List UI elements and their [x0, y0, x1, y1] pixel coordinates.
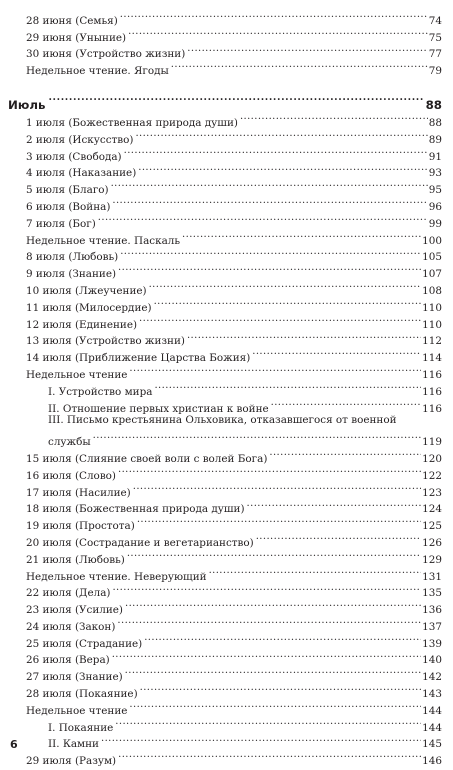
toc-entry-page: 144: [422, 721, 442, 734]
toc-group-july-a: [8, 109, 442, 381]
dot-leader: [93, 428, 422, 445]
toc-entry-page: 95: [428, 184, 442, 197]
dot-leader: [125, 596, 421, 613]
toc-entry-page: 74: [428, 14, 442, 27]
dot-leader: [112, 193, 427, 210]
toc-section-heading: [8, 86, 442, 113]
toc-entry-title-line1: III. Письмо крестьянина Ольховика, отказавшегося от военной: [48, 413, 397, 426]
toc-entry-page: 144: [422, 704, 442, 717]
toc-entry-page: 139: [422, 637, 442, 650]
toc-entry-page: 96: [428, 200, 442, 213]
toc-entry-title: 13 июля (Устройство жизни): [26, 335, 185, 348]
dot-leader: [247, 496, 422, 513]
toc-subgroup-a: [8, 378, 442, 415]
dot-leader: [112, 647, 421, 664]
toc-entry: [8, 7, 442, 27]
toc-entry-page: 79: [428, 65, 442, 78]
toc-entry-page: 145: [422, 738, 442, 751]
toc-entry-page: 123: [422, 486, 442, 499]
toc-entry-title: 22 июля (Дела): [26, 587, 111, 600]
toc-entry-title: 24 июля (Закон): [26, 620, 116, 633]
toc-entry-title: 28 июля (Покаяние): [26, 688, 138, 701]
dot-leader: [154, 294, 422, 311]
toc-entry-page: 110: [422, 318, 442, 331]
toc-entry-title: 7 июля (Бог): [26, 217, 96, 230]
toc-entry-title: 25 июля (Страдание): [26, 637, 143, 650]
toc-group-july-b: [8, 445, 442, 717]
toc-entry-page: 143: [422, 688, 442, 701]
dot-leader: [125, 663, 422, 680]
dot-leader: [118, 747, 421, 764]
dot-leader: [111, 176, 428, 193]
toc-entry-page: 112: [422, 335, 442, 348]
toc-entry-title: I. Устройство мира: [48, 385, 153, 398]
toc-entry-page: 110: [422, 301, 442, 314]
dot-leader: [139, 311, 421, 328]
toc-entry-page: 129: [422, 553, 442, 566]
toc-subentry-multiline: [8, 412, 442, 449]
toc-entry-page: 77: [428, 48, 442, 61]
dot-leader: [115, 714, 421, 731]
toc-entry-page: 88: [428, 116, 442, 129]
toc-entry-title: 20 июля (Сострадание и вегетарианство): [26, 536, 254, 549]
toc-entry-title: 15 июля (Слияние своей воли с волей Бога): [26, 452, 268, 465]
toc-entry-title: 28 июня (Семья): [26, 14, 118, 27]
toc-entry-page: 126: [422, 536, 442, 549]
dot-leader: [144, 630, 421, 647]
dot-leader: [133, 479, 421, 496]
toc-entry-page: 146: [422, 755, 442, 768]
toc-entry-page: 114: [422, 352, 442, 365]
toc-entry-page: 116: [422, 385, 442, 398]
toc-entry-title: Недельное чтение. Неверующий: [26, 570, 207, 583]
toc-entry-page: 131: [422, 570, 442, 583]
dot-leader: [252, 344, 421, 361]
dot-leader: [187, 41, 427, 58]
section-page: 88: [425, 98, 442, 113]
dot-leader: [271, 395, 422, 412]
dot-leader: [127, 546, 421, 563]
toc-entry-page: 100: [422, 234, 442, 247]
toc-entry-page: 125: [422, 520, 442, 533]
toc-entry-title: 16 июля (Слово): [26, 469, 116, 482]
dot-leader: [240, 109, 428, 126]
toc-entry-page: 124: [422, 503, 442, 516]
toc-entry-title: 17 июля (Насилие): [26, 486, 131, 499]
toc-entry-title: II. Камни: [48, 738, 99, 751]
toc-entry-title: 1 июля (Божественная природа души): [26, 116, 238, 129]
toc-subgroup-b: [8, 714, 442, 751]
toc-entry-page: 116: [422, 402, 442, 415]
toc-entry-title: 21 июля (Любовь): [26, 553, 125, 566]
toc-entry-title: 2 июля (Искусство): [26, 133, 134, 146]
toc-entry-page: 107: [422, 268, 442, 281]
toc-entry-title-line2: службы: [48, 436, 91, 449]
dot-leader: [187, 328, 421, 345]
toc-entry-title: 10 июля (Лжеучение): [26, 284, 147, 297]
toc-entry-title: 29 июля (Разум): [26, 755, 117, 768]
dot-leader: [182, 227, 421, 244]
dot-leader: [138, 160, 428, 177]
section-title: Июль: [8, 98, 46, 113]
toc-entry-page: 108: [422, 284, 442, 297]
dot-leader: [117, 613, 421, 630]
toc-entry-title: 30 июня (Устройство жизни): [26, 48, 186, 61]
dot-leader: [112, 580, 421, 597]
toc-entry-title: Недельное чтение: [26, 704, 128, 717]
toc-entry-page: 120: [422, 452, 442, 465]
toc-entry-title: 19 июля (Простота): [26, 520, 135, 533]
toc-entry-title: 23 июля (Усилие): [26, 604, 123, 617]
toc-entry-title: 27 июля (Знание): [26, 671, 123, 684]
toc-entry-page: 142: [422, 671, 442, 684]
dot-leader: [124, 143, 428, 160]
toc-entry-page: 122: [422, 469, 442, 482]
toc-entry-title: 8 июля (Любовь): [26, 251, 119, 264]
toc-entry-page: 116: [422, 368, 442, 381]
toc-entry-title: 6 июля (Война): [26, 200, 111, 213]
dot-leader: [135, 126, 427, 143]
toc-entry-title: 18 июля (Божественная природа души): [26, 503, 245, 516]
toc-entry-page: 137: [422, 620, 442, 633]
dot-leader: [171, 57, 428, 74]
toc-entry-page: 136: [422, 604, 442, 617]
toc-entry-page: 89: [428, 133, 442, 146]
dot-leader: [48, 86, 423, 109]
toc-entry-page: 105: [422, 251, 442, 264]
dot-leader: [118, 260, 421, 277]
page-number: 6: [10, 738, 18, 751]
dot-leader: [269, 445, 421, 462]
toc-entry-title: 14 июля (Приближение Царства Божия): [26, 352, 251, 365]
dot-leader: [120, 244, 421, 261]
toc-entry-title: Недельное чтение. Паскаль: [26, 234, 181, 247]
toc-entry-title: 9 июля (Знание): [26, 268, 117, 281]
dot-leader: [256, 529, 421, 546]
toc-entry-page: 99: [428, 217, 442, 230]
dot-leader: [128, 24, 428, 41]
table-of-contents: [8, 7, 442, 768]
toc-entry-page: 140: [422, 654, 442, 667]
dot-leader: [101, 731, 421, 748]
dot-leader: [209, 563, 422, 580]
dot-leader: [129, 361, 421, 378]
dot-leader: [98, 210, 428, 227]
toc-entry-title: I. Покаяние: [48, 721, 114, 734]
toc-entry-page: 93: [428, 167, 442, 180]
toc-entry-title: 3 июля (Свобода): [26, 150, 122, 163]
toc-entry-title: 4 июля (Наказание): [26, 167, 137, 180]
toc-entry-title: 11 июля (Милосердие): [26, 301, 152, 314]
dot-leader: [154, 378, 421, 395]
toc-group-june: [8, 7, 442, 78]
toc-entry-title: 26 июля (Вера): [26, 654, 110, 667]
toc-entry-title: 29 июня (Уныние): [26, 31, 127, 44]
dot-leader: [149, 277, 422, 294]
dot-leader: [140, 680, 422, 697]
toc-entry-title: II. Отношение первых христиан к войне: [48, 402, 269, 415]
dot-leader: [129, 697, 421, 714]
toc-entry-title: Недельное чтение: [26, 368, 128, 381]
toc-entry-page: 75: [428, 31, 442, 44]
toc-entry-page: 119: [422, 436, 442, 449]
dot-leader: [120, 7, 428, 24]
toc-entry-title: 12 июля (Единение): [26, 318, 138, 331]
toc-entry-page: 91: [428, 150, 442, 163]
toc-entry-title: 5 июля (Благо): [26, 184, 109, 197]
dot-leader: [137, 512, 421, 529]
toc-entry-title: Недельное чтение. Ягоды: [26, 65, 169, 78]
toc-entry-line2: [48, 428, 442, 449]
toc-entry-page: 135: [422, 587, 442, 600]
dot-leader: [118, 462, 421, 479]
toc-entry: [8, 109, 442, 129]
